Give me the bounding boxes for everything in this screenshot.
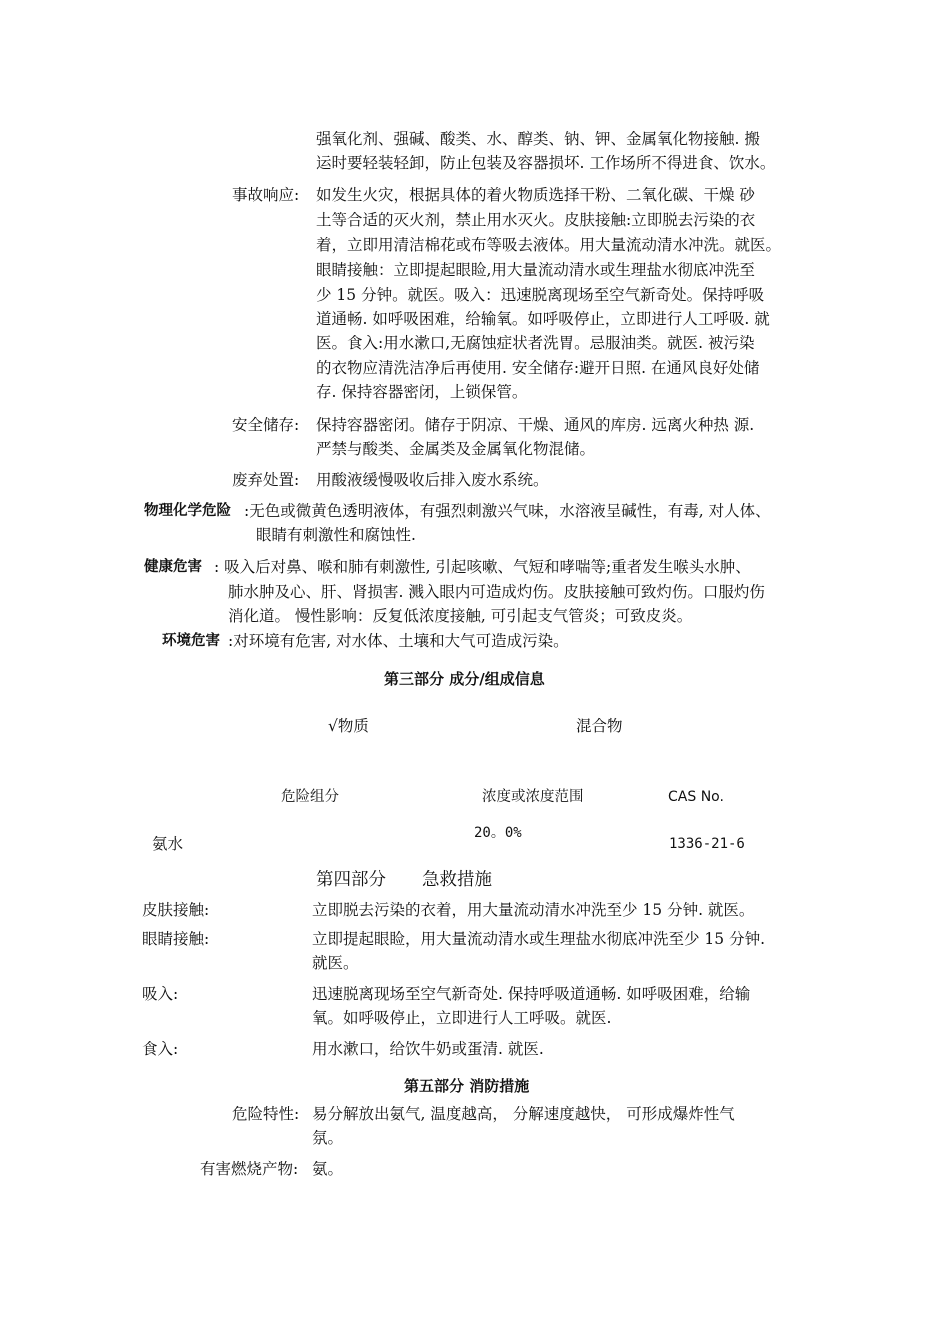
accident-response-line: 少 15 分钟。就医。吸入：迅速脱离现场至空气新奇处。保持呼吸 (316, 286, 765, 304)
section3-title: 第三部分 成分/组成信息 (384, 670, 545, 688)
table-cell-concentration: 20。0% (474, 825, 522, 841)
accident-response-line: 存. 保持容器密闭，上锁保管。 (316, 383, 528, 401)
accident-response-line: 医。食入:用水漱口,无腐蚀症状者洗胃。忌服油类。就医. 被污染 (316, 334, 755, 352)
section4-title-name: 急救措施 (422, 870, 492, 890)
combustion-products-label: 有害燃烧产物: (200, 1160, 299, 1178)
hazard-props-line: 氛。 (312, 1129, 344, 1147)
disposal-label: 废弃处置: (232, 471, 300, 489)
physchem-hazard-label: 物理化学危险 (144, 503, 231, 519)
health-hazard-label: 健康危害 (144, 559, 202, 575)
env-hazard-label: 环境危害 (162, 633, 220, 649)
safe-storage-label: 安全储存: (232, 416, 300, 434)
precaution-line-2: 运时要轻装轻卸，防止包装及容器损坏. 工作场所不得进食、饮水。 (316, 154, 776, 172)
combustion-products-text: 氨。 (312, 1160, 344, 1178)
disposal-line: 用酸液缓慢吸收后排入废水系统。 (316, 471, 549, 489)
table-cell-cas: 1336-21-6 (669, 836, 745, 852)
first-aid-text: 就医。 (312, 954, 359, 972)
substance-option: √物质 (328, 717, 369, 735)
hazard-props-label: 危险特性: (232, 1105, 300, 1123)
health-hazard-line: 肺水肿及心、肝、肾损害. 溅入眼内可造成灼伤。皮肤接触可致灼伤。口服灼伤 (228, 583, 765, 601)
section5-title: 第五部分 消防措施 (404, 1077, 530, 1095)
accident-response-label: 事故响应: (232, 186, 300, 204)
precaution-line-1: 强氧化剂、强碱、酸类、水、醇类、钠、钾、金属氧化物接触. 搬 (316, 130, 760, 148)
safe-storage-line: 严禁与酸类、金属类及金属氧化物混储。 (316, 440, 596, 458)
table-cell-component: 氨水 (152, 835, 184, 853)
first-aid-text: 立即提起眼睑，用大量流动清水或生理盐水彻底冲洗至少 15 分钟. (312, 930, 766, 948)
safe-storage-line: 保持容器密闭。储存于阴凉、干燥、通风的库房. 远离火种热 源. (316, 416, 755, 434)
mixture-option: 混合物 (576, 717, 623, 735)
accident-response-line: 道通畅. 如呼吸困难，给输氧。如呼吸停止，立即进行人工呼吸. 就 (316, 310, 770, 328)
table-header-concentration: 浓度或浓度范围 (482, 789, 584, 805)
first-aid-label: 吸入: (142, 985, 179, 1003)
health-hazard-line: 消化道。 慢性影响：反复低浓度接触, 可引起支气管炎；可致皮炎。 (228, 607, 693, 625)
physchem-hazard-line: :无色或微黄色透明液体，有强烈刺激兴气味，水溶液呈碱性，有毒, 对人体、 (244, 502, 771, 520)
table-header-cas: CAS No. (668, 789, 724, 805)
accident-response-line: 土等合适的灭火剂，禁止用水灭火。皮肤接触:立即脱去污染的衣 (316, 211, 756, 229)
first-aid-text: 用水漱口，给饮牛奶或蛋清. 就医. (312, 1040, 544, 1058)
env-hazard-line: :对环境有危害, 对水体、土壤和大气可造成污染。 (228, 632, 569, 650)
accident-response-line: 着，立即用清洁棉花或布等吸去液体。用大量流动清水冲洗。就医。 (316, 236, 782, 254)
section4-title-part: 第四部分 (316, 870, 386, 890)
accident-response-line: 的衣物应清洗洁净后再使用. 安全储存:避开日照. 在通风良好处储 (316, 359, 760, 377)
health-hazard-line: : 吸入后对鼻、喉和肺有刺激性, 引起咳嗽、气短和哮喘等;重者发生喉头水肿、 (214, 558, 751, 576)
first-aid-label: 眼睛接触: (142, 930, 210, 948)
hazard-props-line: 易分解放出氨气, 温度越高， 分解速度越快， 可形成爆炸性气 (312, 1105, 735, 1123)
accident-response-line: 如发生火灾，根据具体的着火物质选择干粉、二氧化碳、干燥 砂 (316, 186, 755, 204)
first-aid-text: 迅速脱离现场至空气新奇处. 保持呼吸道通畅. 如呼吸困难，给输 (312, 985, 751, 1003)
physchem-hazard-line: 眼睛有刺激性和腐蚀性. (256, 526, 416, 544)
first-aid-label: 皮肤接触: (142, 901, 210, 919)
accident-response-line: 眼睛接触：立即提起眼睑,用大量流动清水或生理盐水彻底冲洗至 (316, 261, 755, 279)
first-aid-text: 氧。如呼吸停止，立即进行人工呼吸。就医. (312, 1009, 612, 1027)
first-aid-label: 食入: (142, 1040, 179, 1058)
first-aid-text: 立即脱去污染的衣着，用大量流动清水冲洗至少 15 分钟. 就医。 (312, 901, 755, 919)
table-header-component: 危险组分 (281, 789, 339, 805)
